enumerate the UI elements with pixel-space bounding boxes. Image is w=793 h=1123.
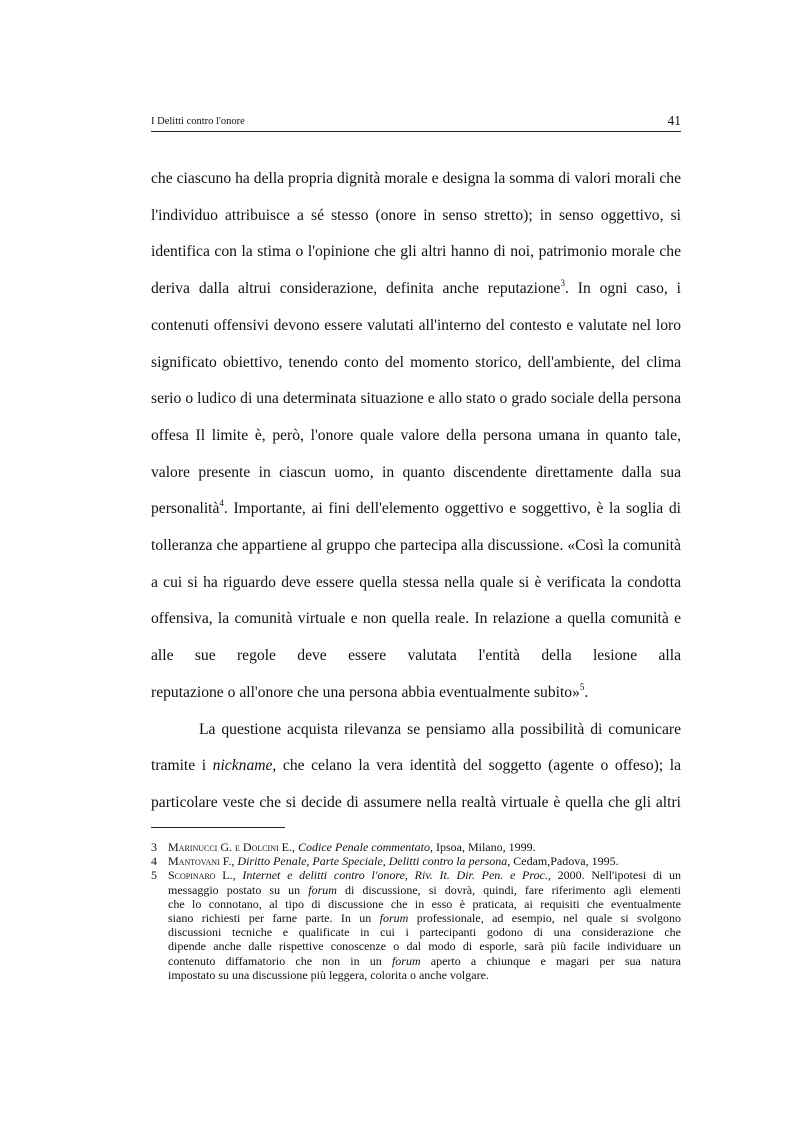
p2-line-2a: tramite i [151, 757, 213, 775]
fn5-text: siano richiesti per farne parte. In un [168, 911, 380, 926]
fn5-emphasis: forum [391, 953, 421, 968]
fn5-text: messaggio postato su un [168, 882, 309, 897]
footnote-rest: , Cedam,Padova, 1995. [507, 854, 619, 869]
p1-line-3: si identifica con la stima o l'opinione che gli altri hanno di noi, patrimonio morale [151, 206, 682, 261]
p1-line-5: contenuti offensivi devono essere valutati all'interno del contesto e valutate nel [151, 316, 652, 334]
p1-line-4b: . In ogni caso, i [564, 280, 681, 298]
p1-line-12: comunità a cui si ha riguardo deve essere quella stessa nella quale si è verificata la [151, 537, 681, 591]
footnote-ref-3[interactable]: 3 [560, 277, 565, 288]
footnote-5 [151, 868, 681, 982]
p1-line-13: condotta offensiva, la comunità virtuale e non quella reale. In relazione a quella [151, 573, 681, 628]
running-title: I Delitti contro l'onore [151, 116, 245, 127]
footnotes [151, 840, 681, 982]
body-text [151, 161, 681, 822]
fn5-line-6: dipende anche dalle rispettive conoscenze o dal modo di esporle, sarà più facile individuare un [168, 939, 681, 954]
p1-line-15a: reputazione o all'onore che una persona abbia eventualmente subito» [151, 683, 580, 701]
footnote-rest: , Ipsoa, Milano, 1999. [429, 840, 536, 854]
fn5-text: professionale, ad esempio, nel quale si svolgono [408, 911, 681, 926]
fn5-line-2 [168, 883, 681, 897]
fn5-text: di discussione, si dovrà, quindi, fare riferimento agli elementi [336, 882, 682, 897]
footnote-3 [151, 840, 681, 854]
footnote-author: Scopinaro L., [168, 868, 236, 883]
p2-emphasis-nickname: nickname [212, 757, 273, 775]
p1-line-7: clima serio o ludico di una determinata situazione e allo stato o grado sociale della [151, 353, 681, 408]
p1-line-6: loro significato obiettivo, tenendo conto del momento storico, dell'ambiente, del [151, 316, 681, 371]
paragraph-2 [151, 712, 681, 822]
paragraph-1 [151, 161, 681, 675]
footnote-title: Internet e delitti contro l'onore, Riv. It. Dir. Pen. e Proc. [242, 868, 548, 883]
fn5-line-8: impostato su una discussione più leggera, colorita o anche volgare. [168, 967, 489, 982]
p1-line-4a: che deriva dalla altrui considerazione, definita anche reputazione [151, 243, 681, 298]
fn5-emphasis: forum [379, 911, 409, 926]
p1-line-10a: personalità [151, 500, 220, 518]
footnote-author: Marinucci G. e Dolcini E., [168, 840, 295, 854]
footnote-4 [151, 854, 681, 868]
p1-line-15b: . [584, 683, 589, 701]
footnote-title: Diritto Penale, Parte Speciale, Delitti contro la persona [237, 854, 508, 869]
p1-line-2: che l'individuo attribuisce a sé stesso (onore in senso stretto); in senso oggettivo, [151, 170, 681, 224]
p1-line-1: che ciascuno ha della propria dignità morale e designa la somma di valori morali [151, 170, 656, 187]
footnote-ref-4[interactable]: 4 [219, 498, 224, 509]
p2-line-2b: , che celano la vera identità del soggetto (agente o offeso); la [272, 757, 681, 775]
paragraph-1-end [151, 675, 681, 712]
footnote-number: 5 [151, 868, 157, 883]
p2-line-1: La questione acquista rilevanza se pensiamo alla possibilità di comunicare [199, 720, 681, 738]
footnote-title: Codice Penale commentato [298, 840, 430, 854]
footnote-number: 4 [151, 854, 157, 869]
fn5-line-3: che lo connotano, al tipo di discussione che in esso è praticata, ai requisiti che eventualmente [168, 896, 681, 911]
fn5-text: contenuto diffamatorio che non in un [168, 953, 392, 968]
p1-line-9: tale, valore presente in ciascun uomo, in quanto discendente direttamente dalla sua [151, 426, 681, 481]
footnote-ref-5[interactable]: 5 [579, 681, 585, 692]
fn5-line-5: discussioni tecniche e qualificate in cui i partecipanti godono di una considerazione che [168, 925, 681, 940]
footnote-number: 3 [151, 840, 157, 854]
footnote-rest: , 2000. Nell'ipotesi di un [547, 868, 682, 883]
footnote-author: Mantovani F., [168, 854, 235, 869]
p1-line-10b: . Importante, ai fini dell'elemento oggettivo e soggettivo, è la soglia di [223, 500, 681, 518]
p1-line-8: persona offesa Il limite è, però, l'onore quale valore della persona umana in quanto [151, 390, 681, 444]
fn5-text: aperto a chiunque e magari per sua natura [420, 953, 681, 968]
fn5-line-7 [168, 954, 681, 968]
p1-line-11: tolleranza che appartiene al gruppo che partecipa alla discussione. «Così la [151, 537, 619, 555]
fn5-emphasis: forum [308, 882, 337, 897]
fn5-line-1 [168, 868, 681, 882]
fn5-line-4 [168, 911, 681, 925]
p2-line-3: particolare veste che si decide di assumere nella realtà virtuale è quella che gli altri [151, 793, 681, 811]
page-header [151, 113, 681, 132]
footnote-separator [151, 827, 285, 828]
p1-line-14: comunità e alle sue regole deve essere valutata l'entità della lesione alla [151, 610, 681, 665]
page-number: 41 [667, 113, 681, 128]
